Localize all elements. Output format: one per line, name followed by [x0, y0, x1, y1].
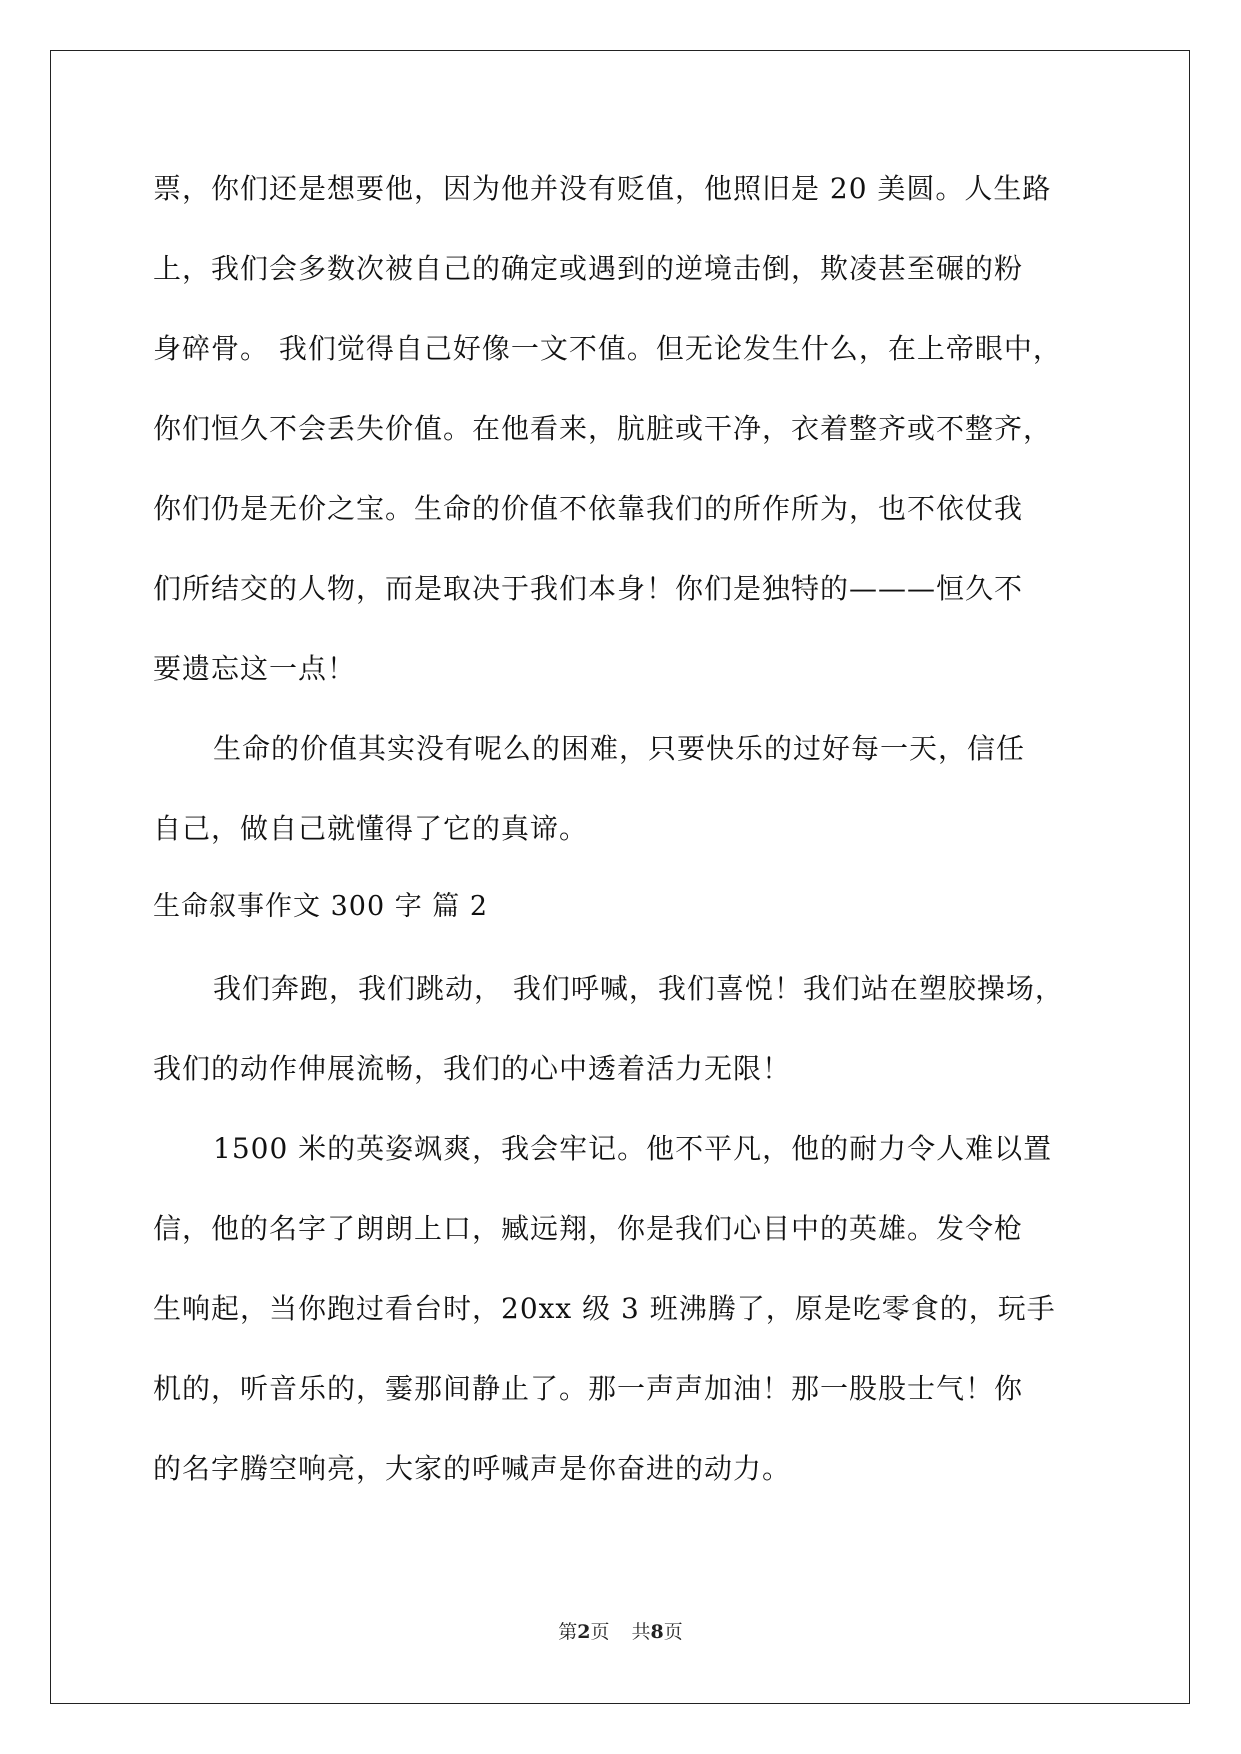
page-current: 2 [577, 1621, 591, 1643]
body-line: 自己，做自己就懂得了它的真谛。 [153, 812, 589, 845]
total-prefix: 共 [631, 1621, 651, 1643]
body-line: 生响起，当你跑过看台时，20xx 级 3 班沸腾了，原是吃零食的，玩手 [153, 1292, 1056, 1325]
body-line: 上，我们会多数次被自己的确定或遇到的逆境击倒，欺凌甚至碾的粉 [153, 252, 1024, 285]
body-line: 你们仍是无价之宝。生命的价值不依靠我们的所作所为，也不依仗我 [153, 492, 1024, 525]
page-total: 8 [650, 1621, 664, 1643]
page-suffix: 页 [590, 1621, 610, 1643]
body-line: 信，他的名字了朗朗上口，臧远翔，你是我们心目中的英雄。发令枪 [153, 1212, 1024, 1245]
section-heading: 生命叙事作文 300 字 篇 2 [153, 891, 489, 922]
body-line: 身碎骨。 我们觉得自己好像一文不值。但无论发生什么，在上帝眼中， [153, 332, 1062, 365]
page-footer [0, 1620, 1241, 1644]
total-suffix: 页 [663, 1621, 683, 1643]
body-line: 生命的价值其实没有呢么的困难，只要快乐的过好每一天，信任 [213, 732, 1026, 765]
body-line: 们所结交的人物，而是取决于我们本身！你们是独特的———恒久不 [153, 572, 1024, 605]
body-line: 我们的动作伸展流畅，我们的心中透着活力无限！ [153, 1052, 792, 1085]
body-line: 票，你们还是想要他，因为他并没有贬值，他照旧是 20 美圆。人生路 [153, 172, 1052, 205]
body-line: 1500 米的英姿飒爽，我会牢记。他不平凡，他的耐力令人难以置 [213, 1132, 1053, 1165]
body-line: 的名字腾空响亮，大家的呼喊声是你奋进的动力。 [153, 1452, 792, 1485]
body-line: 要遗忘这一点！ [153, 652, 357, 685]
body-line: 机的，听音乐的，霎那间静止了。那一声声加油！那一股股士气！你 [153, 1372, 1024, 1405]
body-line: 我们奔跑，我们跳动， 我们呼喊，我们喜悦！我们站在塑胶操场， [213, 972, 1064, 1005]
page-prefix: 第 [558, 1621, 578, 1643]
body-line: 你们恒久不会丢失价值。在他看来，肮脏或干净，衣着整齐或不整齐， [153, 412, 1053, 445]
